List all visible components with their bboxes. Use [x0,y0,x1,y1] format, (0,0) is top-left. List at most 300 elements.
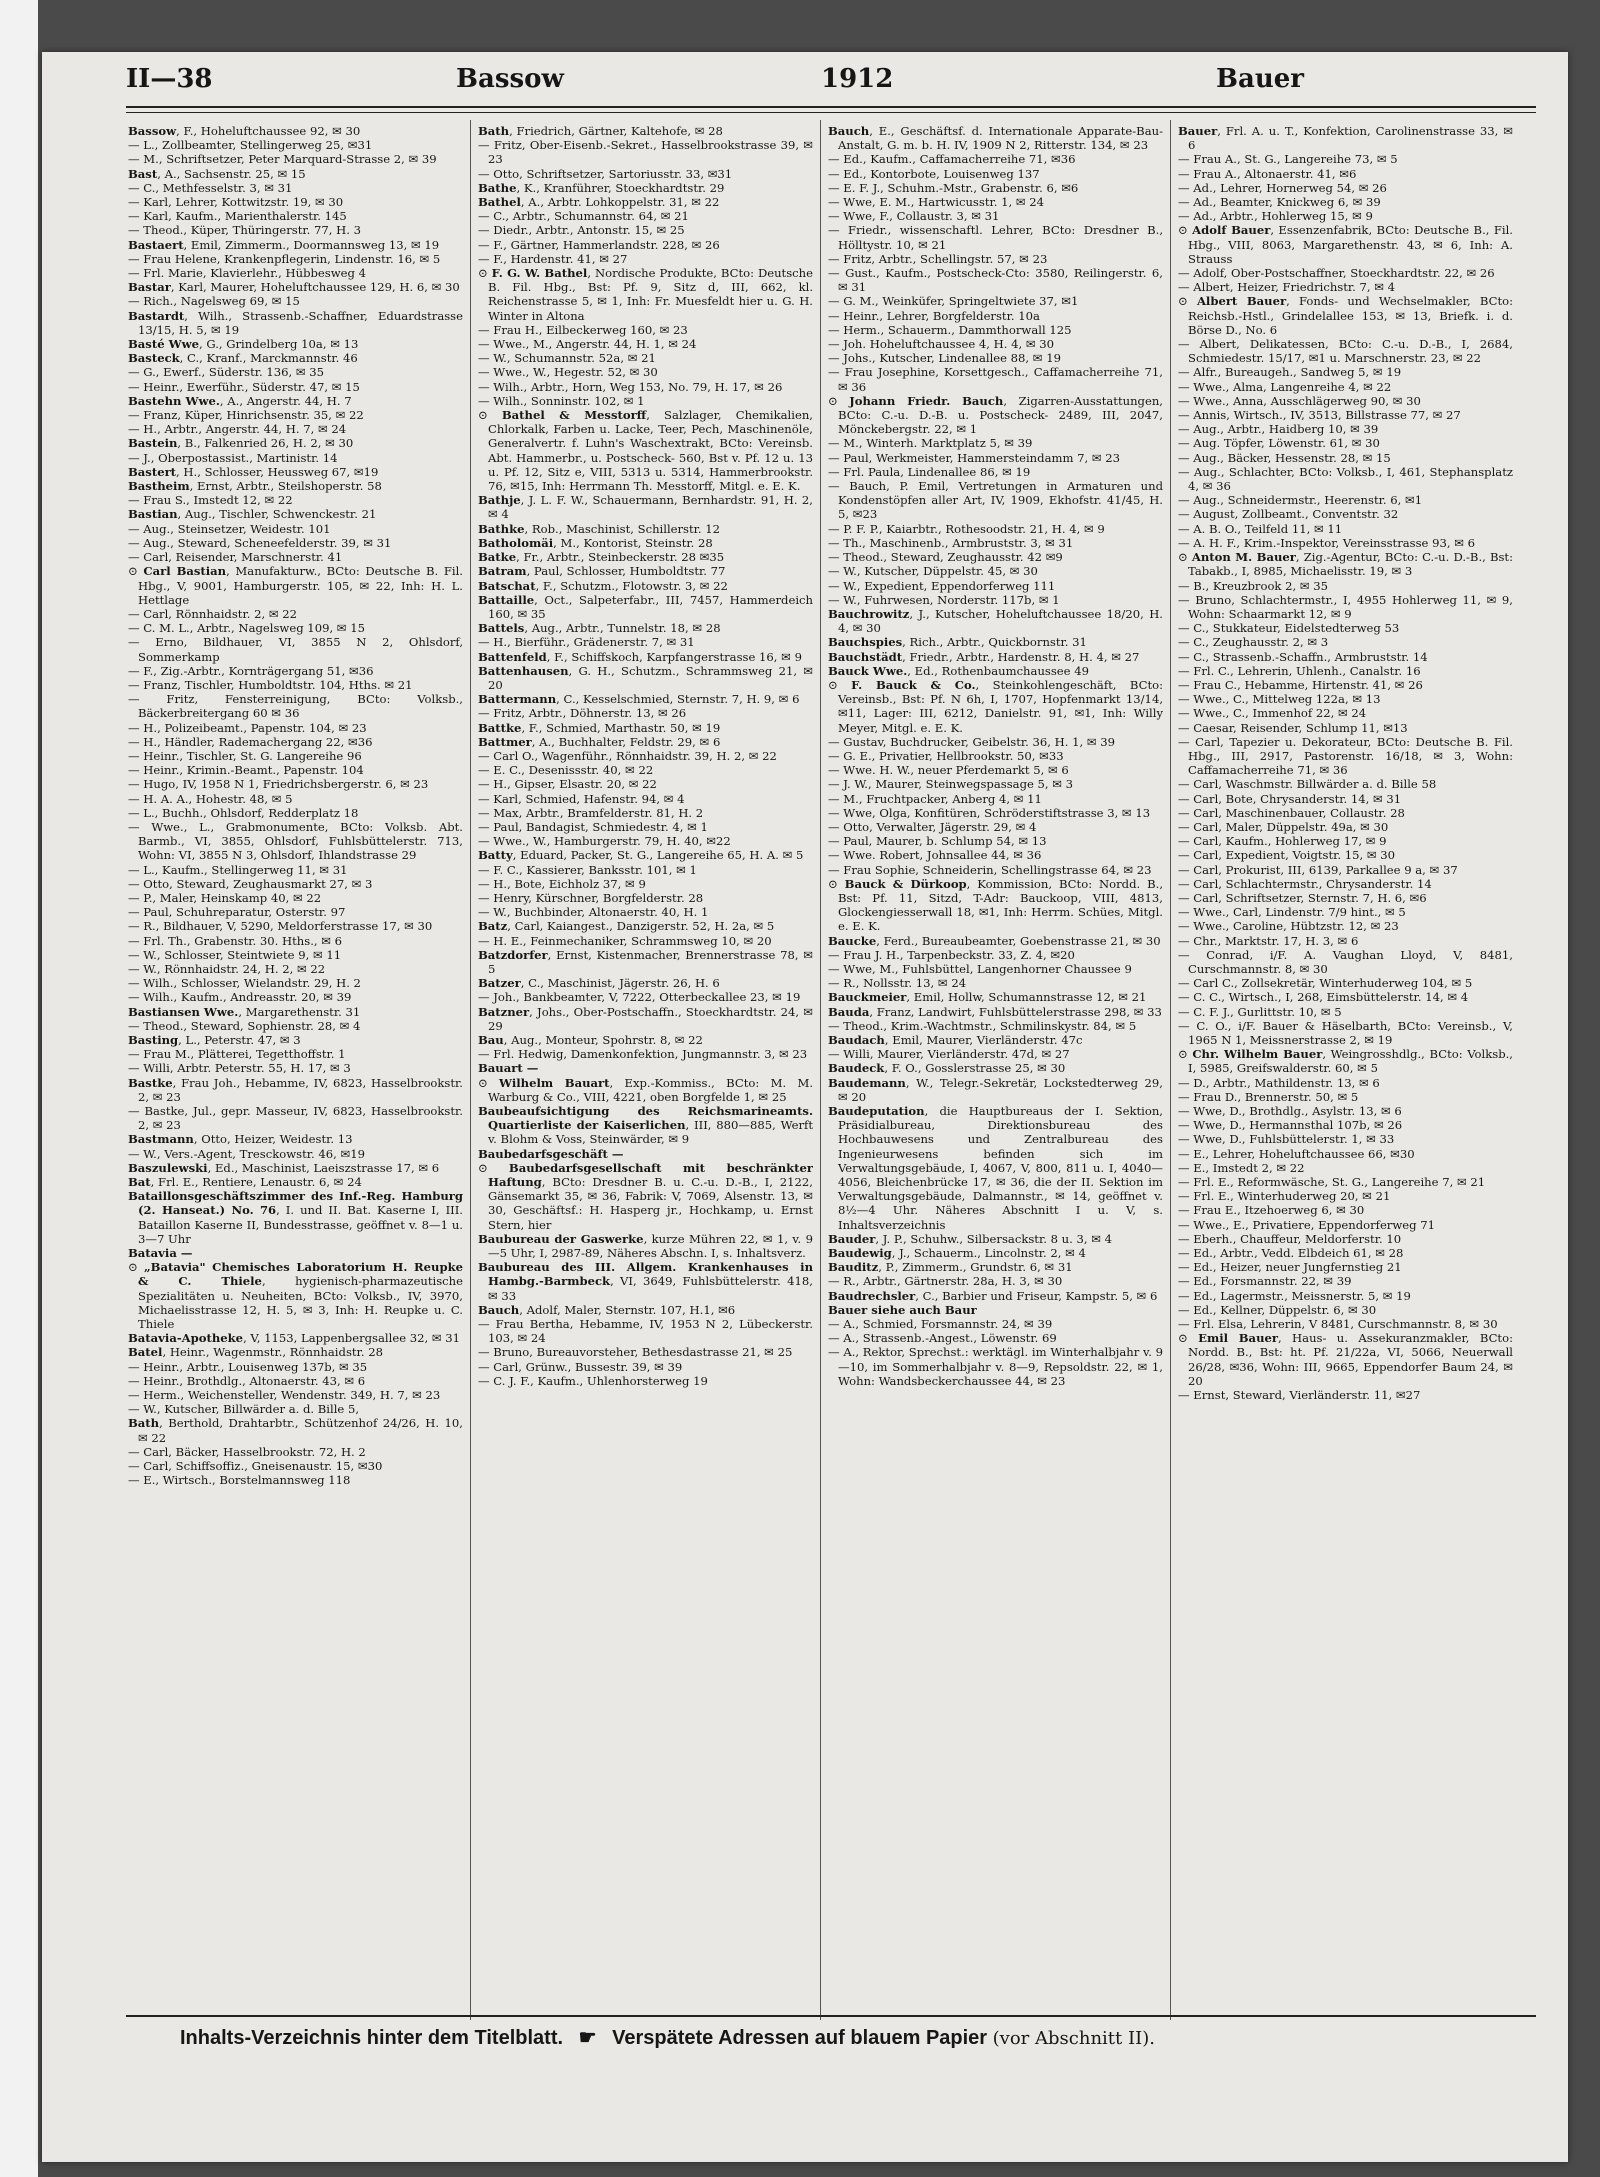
directory-entry: — F., Gärtner, Hammerlandstr. 228, ✉ 26 [478,237,720,252]
directory-entry: — Aug., Arbtr., Haidberg 10, ✉ 39 [1178,422,1379,437]
directory-entry: — Rich., Nagelsweg 69, ✉ 15 [128,294,300,309]
directory-entry: — Wwe., W., Hegestr. 52, ✉ 30 [478,365,658,380]
directory-entry: Baubureau der Gaswerke, kurze Mühren 22, ✉ 1, v. 9—5 Uhr, I, 2987-89, Näheres Abschn. I, s. Inhaltsverz. [478,1231,813,1261]
directory-entry: — Karl, Lehrer, Kottwitzstr. 19, ✉ 30 [128,195,344,210]
directory-entry: — Caesar, Reisender, Schlump 11, ✉13 [1178,720,1408,735]
directory-entry: Bat, Frl. E., Rentiere, Lenaustr. 6, ✉ 24 [128,1175,362,1190]
directory-entry: — Wilh., Kaufm., Andreasstr. 20, ✉ 39 [128,990,352,1005]
header-rule [126,106,1536,108]
directory-entry: — Herm., Weichensteller, Wendenstr. 349, H. 7, ✉ 23 [128,1388,441,1403]
directory-entry: — Frl. E., Winterhuderweg 20, ✉ 21 [1178,1189,1391,1204]
directory-entry: Batty, Eduard, Packer, St. G., Langereihe 65, H. A. ✉ 5 [478,848,804,863]
directory-entry: Bathe, K., Kranführer, Stoeckhardtstr. 29 [478,180,725,195]
directory-entry: — Theod., Küper, Thüringerstr. 77, H. 3 [128,223,362,238]
directory-entry: — Fritz, Fensterreinigung, BCto: Volksb., Bäckerbreitergang 60 ✉ 36 [128,692,463,721]
directory-entry: Baudrechsler, C., Barbier und Friseur, Kampstr. 5, ✉ 6 [828,1288,1158,1303]
directory-entry: — D., Arbtr., Mathildenstr. 13, ✉ 6 [1178,1075,1380,1090]
directory-entry: — Wwe., E., Privatiere, Eppendorferweg 71 [1178,1217,1435,1232]
directory-entry: — Wwe. Robert, Johnsallee 44, ✉ 36 [828,848,1042,863]
directory-entry: — Theod., Krim.-Wachtmstr., Schmilinskystr. 84, ✉ 5 [828,1018,1137,1033]
directory-entry: — Bruno, Schlachtermstr., I, 4955 Hohlerweg 11, ✉ 9, Wohn: Schaarmarkt 12, ✉ 9 [1178,592,1513,621]
directory-entry: — E. C., Desenissstr. 40, ✉ 22 [478,763,654,778]
directory-entry: — Frau Sophie, Schneiderin, Schellingstrasse 64, ✉ 23 [828,862,1152,877]
directory-entry: Bast, A., Sachsenstr. 25, ✉ 15 [128,166,306,181]
directory-entry: — H. A. A., Hohestr. 48, ✉ 5 [128,791,293,806]
directory-entry: — Wwe., L., Grabmonumente, BCto: Volksb. Abt. Barmb., VI, 3855, Ohlsdorf, Fuhlsbüttelerstr. 713, Wohn: VI, 3855 N 3, Ohlsdorf, Ihlandstrasse 29 [128,819,463,863]
directory-entry: — Karl, Schmied, Hafenstr. 94, ✉ 4 [478,791,685,806]
directory-entry: ⊙ Chr. Wilhelm Bauer, Weingrosshdlg., BCto: Volksb., I, 5985, Greifswalderstr. 60, ✉ 5 [1178,1047,1513,1076]
directory-entry: — Frau Josephine, Korsettgesch., Caffamacherreihe 71, ✉ 36 [828,365,1163,394]
directory-entry: — Bauch, P. Emil, Vertretungen in Armaturen und Kondenstöpfen aller Art, IV, 1909, Ekhofstr. 41/45, H. 5, ✉23 [828,479,1163,522]
directory-entry: — Henry, Kürschner, Borgfelderstr. 28 [478,890,704,905]
directory-entry: — P., Maler, Heinskamp 40, ✉ 22 [128,890,322,905]
header-start-name: Bassow [456,64,564,94]
directory-entry: — W., Kutscher, Düppelstr. 45, ✉ 30 [828,564,1038,579]
directory-entry: — A., Strassenb.-Angest., Löwenstr. 69 [828,1331,1057,1346]
footer-index-note: Inhalts-Verzeichnis hinter dem Titelblatt. [180,2027,564,2049]
directory-entry: — Eberh., Chauffeur, Meldorferstr. 10 [1178,1231,1402,1246]
directory-entry: — August, Zollbeamt., Conventstr. 32 [1178,507,1399,522]
directory-entry: Baszulewski, Ed., Maschinist, Laeiszstrasse 17, ✉ 6 [128,1160,440,1175]
directory-entry: — Frau C., Hebamme, Hirtenstr. 41, ✉ 26 [1178,677,1423,692]
directory-entry: — Frau H., Eilbeckerweg 160, ✉ 23 [478,322,688,337]
directory-entry: — B., Kreuzbrook 2, ✉ 35 [1178,578,1329,593]
directory-entry: ⊙ Baubedarfsgesellschaft mit beschränkter Haftung, BCto: Dresdner B. u. C.-u. D.-B., I, 2122, Gänsemarkt 35, ✉ 36, Fabrik: V, 7069, Alsenstr. 13, ✉ 30, Geschäftsf.: H. Hasperg jr., Hochkamp, u. Ernst Stern, hier [478,1160,813,1232]
directory-entry: Baubeaufsichtigung des Reichsmarineamts. Quartierliste der Kaiserlichen, III, 880—885, Werft v. Blohm & Voss, Steinwärder, ✉ 9 [478,1104,813,1147]
directory-entry: — Ernst, Steward, Vierländerstr. 11, ✉27 [1178,1388,1421,1403]
directory-entry: — Bastke, Jul., gepr. Masseur, IV, 6823, Hasselbrookstr. 2, ✉ 23 [128,1104,463,1133]
directory-entry: — C. C., Wirtsch., I, 268, Eimsbüttelerstr. 14, ✉ 4 [1178,990,1469,1005]
directory-entry: — Wwe., Alma, Langenreihe 4, ✉ 22 [1178,379,1392,394]
directory-entry: — A. H. F., Krim.-Inspektor, Vereinsstrasse 93, ✉ 6 [1178,535,1475,550]
directory-entry: — Wwe., M., Angerstr. 44, H. 1, ✉ 24 [478,337,697,352]
directory-entry: — Wwe., Carl, Lindenstr. 7/9 hint., ✉ 5 [1178,905,1406,920]
directory-entry: — Wwe., C., Immenhof 22, ✉ 24 [1178,706,1367,721]
directory-entry: — Carl, Rönnhaidstr. 2, ✉ 22 [128,606,297,621]
column-divider [820,120,821,2020]
directory-entry: Bauch, E., Geschäftsf. d. Internationale Apparate-Bau-Anstalt, G. m. b. H. IV, 1909 N 2, Ritterstr. 134, ✉ 23 [828,124,1163,153]
directory-entry: — Theod., Steward, Sophienstr. 28, ✉ 4 [128,1018,361,1033]
directory-entry: Bastein, B., Falkenried 26, H. 2, ✉ 30 [128,436,354,451]
column-divider [1170,120,1171,2020]
directory-entry: Basting, L., Peterstr. 47, ✉ 3 [128,1033,301,1047]
directory-entry: Bathel, A., Arbtr. Lohkoppelstr. 31, ✉ 22 [478,195,720,210]
directory-entry: — Ed., Kontorbote, Louisenweg 137 [828,166,1040,181]
directory-entry: Bath, Friedrich, Gärtner, Kaltehofe, ✉ 28 [478,124,723,138]
directory-entry: — L., Zollbeamter, Stellingerweg 25, ✉31 [128,138,373,153]
directory-entry: — Wwe, E. M., Hartwicusstr. 1, ✉ 24 [828,195,1045,210]
directory-entry: Battmer, A., Buchhalter, Feldstr. 29, ✉ 6 [478,734,721,749]
directory-entry: — Carl, Kaufm., Hohlerweg 17, ✉ 9 [1178,834,1387,849]
pointing-hand-icon: ☛ [578,2027,597,2049]
directory-entry: — Frl. Marie, Klavierlehr., Hübbesweg 4 [128,266,367,281]
page-footer [180,2025,1480,2050]
directory-entry: ⊙ Bauck & Dürkoop, Kommission, BCto: Nordd. B., Bst: Pf. 11, Sitzd, T-Adr: Bauckoop, VIII, 4813, Glockengiesserwall 18, ✉1, Inh: Herrm. Schües, Mitgl. e. E. K. [828,876,1163,934]
directory-entry: — Gust., Kaufm., Postscheck-Cto: 3580, Reilingerstr. 6, ✉ 31 [828,266,1163,295]
directory-entry: Batz, Carl, Kaiangest., Danzigerstr. 52, H. 2a, ✉ 5 [478,919,775,934]
directory-entry: — Frau M., Plätterei, Tegetthoffstr. 1 [128,1047,346,1062]
directory-entry: Batavia — [128,1246,193,1261]
directory-entry: Bauchspies, Rich., Arbtr., Quickbornstr. 31 [828,635,1087,650]
directory-entry: — Frl. Elsa, Lehrerin, V 8481, Curschmannstr. 8, ✉ 30 [1178,1317,1498,1332]
directory-entry: Bauer, Frl. A. u. T., Konfektion, Carolinenstrasse 33, ✉ 6 [1178,124,1513,153]
directory-entry: — Carl, Tapezier u. Dekorateur, BCto: Deutsche B. Fil. Hbg., III, 2917, Pastorenstr. 16/18, ✉ 3, Wohn: Caffamacherreihe 71, ✉ 36 [1178,734,1513,778]
directory-entry: Batholomäi, M., Kontorist, Steinstr. 28 [478,535,713,550]
directory-entry: — Paul, Bandagist, Schmiedestr. 4, ✉ 1 [478,819,708,834]
directory-entry: — R., Arbtr., Gärtnerstr. 28a, H. 3, ✉ 30 [828,1274,1063,1289]
directory-entry: — H., Händler, Rademachergang 22, ✉36 [128,734,373,749]
directory-entry: — H. E., Feinmechaniker, Schrammsweg 10, ✉ 20 [478,933,772,948]
directory-entry: — Albert, Delikatessen, BCto: C.-u. D.-B., I, 2684, Schmiedestr. 15/17, ✉1 u. Marschnerstr. 23, ✉ 22 [1178,337,1513,366]
directory-entry: — Carl, Bäcker, Hasselbrookstr. 72, H. 2 [128,1444,366,1459]
directory-entry: — M., Schriftsetzer, Peter Marquard-Strasse 2, ✉ 39 [128,152,437,167]
directory-entry: — Ad., Beamter, Knickweg 6, ✉ 39 [1178,195,1381,210]
directory-entry: — Wwe., W., Hamburgerstr. 79, H. 40, ✉22 [478,834,731,849]
directory-entry: Bauchrowitz, J., Kutscher, Hoheluftchaussee 18/20, H. 4, ✉ 30 [828,606,1163,636]
directory-entry: — Paul, Werkmeister, Hammersteindamm 7, ✉ 23 [828,450,1121,465]
directory-entry: Bauch, Adolf, Maler, Sternstr. 107, H.1, ✉6 [478,1302,736,1317]
directory-entry: Batschat, F., Schutzm., Flotowstr. 3, ✉ 22 [478,578,728,593]
directory-entry: — Aug., Steinsetzer, Weidestr. 101 [128,521,331,536]
directory-entry: — Karl, Kaufm., Marienthalerstr. 145 [128,209,347,224]
directory-entry: — Joh., Bankbeamter, V, 7222, Otterbeckallee 23, ✉ 19 [478,990,801,1005]
directory-entry: — G. M., Weinküfer, Springeltwiete 37, ✉1 [828,294,1079,309]
directory-entry: — Frl. Hedwig, Damenkonfektion, Jungmannstr. 3, ✉ 23 [478,1047,808,1062]
directory-entry: — Frl. C., Lehrerin, Uhlenh., Canalstr. 16 [1178,663,1421,678]
directory-entry: Bath, Berthold, Drahtarbtr., Schützenhof 24/26, H. 10, ✉ 22 [128,1416,463,1445]
directory-entry: — Paul, Maurer, b. Schlump 54, ✉ 13 [828,834,1047,849]
directory-entry: — P. F. P., Kaiarbtr., Rothesoodstr. 21, H. 4, ✉ 9 [828,521,1105,536]
directory-entry: — Bruno, Bureauvorsteher, Bethesdastrasse 21, ✉ 25 [478,1345,793,1360]
directory-entry: — W., Vers.-Agent, Tresckowstr. 46, ✉19 [128,1146,365,1161]
directory-entry: ⊙ Wilhelm Bauart, Exp.-Kommiss., BCto: M. M. Warburg & Co., VIII, 4221, oben Borgfelde 1, ✉ 25 [478,1075,813,1104]
footer-rule [126,2015,1536,2017]
directory-entry: — Franz, Küper, Hinrichsenstr. 35, ✉ 22 [128,408,364,423]
directory-entry: — Wwe, D., Hermannsthal 107b, ✉ 26 [1178,1118,1403,1133]
directory-entry: — Frl. Paula, Lindenallee 86, ✉ 19 [828,464,1031,479]
directory-entry: — Carl, Maschinenbauer, Collaustr. 28 [1178,805,1405,820]
column-4 [1178,124,1513,2019]
directory-entry: — Carl, Schlachtermstr., Chrysanderstr. 14 [1178,876,1432,891]
directory-entry: — W., Fuhrwesen, Norderstr. 117b, ✉ 1 [828,592,1060,607]
header-year: 1912 [821,64,894,94]
directory-entry: — L., Buchh., Ohlsdorf, Redderplatz 18 [128,805,359,820]
directory-entry: ⊙ Carl Bastian, Manufakturw., BCto: Deutsche B. Fil. Hbg., V, 9001, Hamburgerstr. 105, ✉ 22, Inh: H. L. Hettlage [128,564,463,607]
directory-entry: — W., Schumannstr. 52a, ✉ 21 [478,351,656,366]
directory-entry: Batram, Paul, Schlosser, Humboldtstr. 77 [478,564,726,579]
directory-entry: — Friedr., wissenschaftl. Lehrer, BCto: Dresdner B., Hölltystr. 10, ✉ 21 [828,223,1163,252]
directory-entry: Baudeck, F. O., Gosslerstrasse 25, ✉ 30 [828,1061,1066,1076]
footer-late-addresses: Verspätete Adressen auf blauem Papier [612,2027,988,2049]
column-3 [828,124,1163,2019]
directory-entry: — H., Bierführ., Grädenerstr. 7, ✉ 31 [478,635,695,650]
directory-entry: Bauchstädt, Friedr., Arbtr., Hardenstr. 8, H. 4, ✉ 27 [828,649,1140,664]
directory-entry: Baubedarfsgeschäft — [478,1146,624,1161]
directory-entry: — Chr., Marktstr. 17, H. 3, ✉ 6 [1178,933,1359,948]
directory-entry: Battermann, C., Kesselschmied, Sternstr. 7, H. 9, ✉ 6 [478,692,800,707]
directory-entry: — Carl, Schriftsetzer, Sternstr. 7, H. 6, ✉6 [1178,890,1427,905]
directory-entry: — W., Buchbinder, Altonaerstr. 40, H. 1 [478,905,709,920]
directory-entry: — Wwe, M., Fuhlsbüttel, Langenhorner Chaussee 9 [828,961,1132,976]
page-number: II—38 [126,64,213,94]
directory-entry: Batzer, C., Maschinist, Jägerstr. 26, H. 6 [478,976,720,991]
directory-entry: — Max, Arbtr., Bramfelderstr. 81, H. 2 [478,805,704,820]
directory-entry: — Aug., Schlachter, BCto: Volksb., I, 461, Stephansplatz 4, ✉ 36 [1178,464,1513,494]
directory-entry: Basteck, C., Kranf., Marckmannstr. 46 [128,351,358,366]
directory-entry: — Herm., Schauerm., Dammthorwall 125 [828,322,1072,337]
directory-entry: — Carl, Bote, Chrysanderstr. 14, ✉ 31 [1178,791,1402,806]
directory-entry: — Wwe, F., Collaustr. 3, ✉ 31 [828,209,1000,224]
directory-entry: — Carl, Grünw., Bussestr. 39, ✉ 39 [478,1359,683,1374]
directory-entry: — C. M. L., Arbtr., Nagelsweg 109, ✉ 15 [128,621,365,636]
directory-entry: ⊙ F. Bauck & Co., Steinkohlengeschäft, BCto: Vereinsb., Bst: Pf. N 6h, I, 1707, Hopfenmarkt 13/14, ✉11, Lager: III, 6212, Danielstr. 91, ✉1, Inh: Willy Meyer, Mitgl. e. E. K. [828,677,1163,735]
directory-entry: — Ad., Lehrer, Hornerweg 54, ✉ 26 [1178,180,1387,195]
directory-entry: — Wwe., C., Mittelweg 122a, ✉ 13 [1178,692,1381,707]
directory-entry: — Heinr., Arbtr., Louisenweg 137b, ✉ 35 [128,1359,368,1374]
directory-entry: Batzner, Johs., Ober-Postschaffn., Stoeckhardtstr. 24, ✉ 29 [478,1004,813,1033]
directory-entry: — E., Lehrer, Hoheluftchaussee 66, ✉30 [1178,1146,1415,1161]
directory-entry: Battaille, Oct., Salpeterfabr., III, 7457, Hammerdeich 160, ✉ 35 [478,592,813,621]
directory-entry: — C. J. F., Kaufm., Uhlenhorsterweg 19 [478,1373,708,1388]
column-divider [470,120,471,2020]
directory-entry: — Frau Helene, Krankenpflegerin, Lindenstr. 16, ✉ 5 [128,251,441,266]
directory-entry: — Frau D., Brennerstr. 50, ✉ 5 [1178,1089,1359,1104]
directory-entry: Bauder, J. P., Schuhw., Silbersackstr. 8 u. 3, ✉ 4 [828,1231,1113,1246]
directory-entry: — Aug., Bäcker, Hessenstr. 28, ✉ 15 [1178,450,1391,465]
directory-entry: — Willi, Arbtr. Peterstr. 55, H. 17, ✉ 3 [128,1061,351,1076]
directory-entry: Bastian, Aug., Tischler, Schwenckestr. 21 [128,507,377,522]
directory-entry: Batel, Heinr., Wagenmstr., Rönnhaidstr. 28 [128,1345,383,1360]
directory-entry: — Albert, Heizer, Friedrichstr. 7, ✉ 4 [1178,280,1396,295]
directory-entry: Bauart — [478,1061,539,1076]
directory-entry: ⊙ Anton M. Bauer, Zig.-Agentur, BCto: C.-u. D.-B., Bst: Tabakb., I, 8985, Michaelisstr. 19, ✉ 3 [1178,550,1513,579]
directory-entry: — Fritz, Arbtr., Schellingstr. 57, ✉ 23 [828,251,1048,266]
directory-entry: — H., Arbtr., Angerstr. 44, H. 7, ✉ 24 [128,422,347,437]
directory-entry: Bastehn Wwe., A., Angerstr. 44, H. 7 [128,393,352,408]
directory-entry: — C., Zeughausstr. 2, ✉ 3 [1178,635,1329,650]
directory-entry: Bataillonsgeschäftszimmer des Inf.-Reg. Hamburg (2. Hanseat.) No. 76, I. und II. Bat. Kaserne I, III. Bataillon Kaserne II, Bundesstrasse, geöffnet v. 8—1 u. 3—7 Uhr [128,1189,463,1246]
directory-entry: — C. F. J., Gurlittstr. 10, ✉ 5 [1178,1004,1342,1019]
directory-entry: — Wilh., Arbtr., Horn, Weg 153, No. 79, H. 17, ✉ 26 [478,379,783,394]
directory-entry: — F., Zig.-Arbtr., Kornträgergang 51, ✉36 [128,663,374,678]
directory-entry: — Frl. Th., Grabenstr. 30. Hths., ✉ 6 [128,933,343,948]
directory-entry: — C. O., i/F. Bauer & Häselbarth, BCto: Vereinsb., V, 1965 N 1, Meissnerstrasse 2, ✉ 19 [1178,1018,1513,1047]
directory-entry: Baucke, Ferd., Bureaubeamter, Goebenstrasse 21, ✉ 30 [828,933,1161,948]
header-end-name: Bauer [1216,64,1304,94]
directory-entry: Battenhausen, G. H., Schutzm., Schrammsweg 21, ✉ 20 [478,663,813,692]
directory-entry: Bauck Wwe., Ed., Rothenbaumchaussee 49 [828,663,1089,678]
directory-entry: — Joh. Hoheluftchaussee 4, H. 4, ✉ 30 [828,337,1055,352]
directory-entry: — A., Rektor, Sprechst.: werktägl. im Winterhalbjahr v. 9—10, im Sommerhalbjahr v. 8—9, Repsoldstr. 22, ✉ 1, Wohn: Wandsbeckerchaussee 44, ✉ 23 [828,1345,1163,1388]
directory-entry: — R., Bildhauer, V, 5290, Meldorferstrasse 17, ✉ 30 [128,919,433,934]
directory-entry: — Ed., Forsmannstr. 22, ✉ 39 [1178,1274,1352,1289]
directory-entry: — C., Methfesselstr. 3, ✉ 31 [128,180,293,195]
directory-entry: Basté Wwe, G., Grindelberg 10a, ✉ 13 [128,337,359,352]
directory-entry: — A. B. O., Teilfeld 11, ✉ 11 [1178,521,1343,536]
directory-entry: — Wwe., Caroline, Hübtzstr. 12, ✉ 23 [1178,919,1399,934]
directory-entry: — W., Schlosser, Steintwiete 9, ✉ 11 [128,947,342,962]
directory-entry: — Heinr., Krimin.-Beamt., Papenstr. 104 [128,763,364,778]
directory-entry: — Wilh., Sonninstr. 102, ✉ 1 [478,393,645,408]
directory-entry: — Theod., Steward, Zeughausstr. 42 ✉9 [828,550,1063,565]
directory-entry: — Heinr., Lehrer, Borgfelderstr. 10a [828,308,1040,323]
directory-entry: — W., Expedient, Eppendorferweg 111 [828,578,1056,593]
directory-entry: Bastiansen Wwe., Margarethenstr. 31 [128,1004,361,1019]
directory-entry: — Heinr., Ewerführ., Süderstr. 47, ✉ 15 [128,379,360,394]
directory-entry: Baudach, Emil, Maurer, Vierländerstr. 47c [828,1033,1083,1047]
directory-entry: — W., Kutscher, Billwärder a. d. Bille 5, [128,1402,360,1417]
directory-entry: ⊙ Adolf Bauer, Essenzenfabrik, BCto: Deutsche B., Fil. Hbg., VIII, 8063, Margarethenstr. 43, ✉ 6, Inh: A. Strauss [1178,223,1513,266]
directory-entry: Bastheim, Ernst, Arbtr., Steilshoperstr. 58 [128,479,382,494]
directory-entry: — Willi, Maurer, Vierländerstr. 47d, ✉ 27 [828,1047,1070,1062]
directory-entry: — Otto, Schriftsetzer, Sartoriusstr. 33, ✉31 [478,166,733,181]
directory-entry: ⊙ Albert Bauer, Fonds- und Wechselmakler, BCto: Reichsb.-Hstl., Grindelallee 153, ✉ 13, Briefk. i. d. Börse D., No. 6 [1178,294,1513,337]
directory-entry: — Frl. E., Reformwäsche, St. G., Langereihe 7, ✉ 21 [1178,1175,1486,1190]
directory-entry: — Otto, Steward, Zeughausmarkt 27, ✉ 3 [128,876,373,891]
directory-entry: Bauer siehe auch Baur [828,1302,977,1317]
directory-entry: — Ed., Lagermstr., Meissnerstr. 5, ✉ 19 [1178,1288,1411,1303]
directory-entry: — A., Schmied, Forsmannstr. 24, ✉ 39 [828,1317,1053,1332]
directory-entry: — E., Imstedt 2, ✉ 22 [1178,1160,1305,1175]
directory-entry: — Carl, Schiffsoffiz., Gneisenaustr. 15, ✉30 [128,1459,383,1474]
directory-entry: — Alfr., Bureaugeh., Sandweg 5, ✉ 19 [1178,365,1402,380]
directory-entry: Baudewig, J., Schauerm., Lincolnstr. 2, ✉ 4 [828,1246,1086,1261]
directory-entry: Batzdorfer, Ernst, Kistenmacher, Brennerstrasse 78, ✉ 5 [478,947,813,976]
directory-entry: — R., Nollsstr. 13, ✉ 24 [828,976,967,991]
directory-entry: — H., Bote, Eichholz 37, ✉ 9 [478,876,646,891]
column-1 [128,124,463,2019]
directory-entry: — Aug., Schneidermstr., Heerenstr. 6, ✉1 [1178,493,1423,508]
directory-entry: — C., Stukkateur, Eidelstedterweg 53 [1178,621,1400,636]
directory-entry: — Wwe., Anna, Ausschlägerweg 90, ✉ 30 [1178,393,1421,408]
directory-entry: — Carl O., Wagenführ., Rönnhaidstr. 39, H. 2, ✉ 22 [478,748,777,763]
directory-entry: — Aug., Steward, Scheneefelderstr. 39, ✉ 31 [128,535,392,550]
directory-entry: — Wwe, D., Fuhlsbüttelerstr. 1, ✉ 33 [1178,1132,1395,1147]
directory-entry: Battels, Aug., Arbtr., Tunnelstr. 18, ✉ 28 [478,621,721,636]
directory-entry: ⊙ Bathel & Messtorff, Salzlager, Chemikalien, Chlorkalk, Farben u. Lacke, Teer, Pech, Maschinenöle, Generalvertr. f. Luhn's Waschextrakt, BCto: Vereinsb. Abt. Hammerbr., u. Postscheck- 560, Bst v. Pf. 12 u. 13 u. Pf. 12, Sitz e, VIII, 5313 u. 5314, Hammerbrookstr. 76, ✉15, Inh: Herrmann Th. Messtorff, Mitgl. e. E. K. [478,408,813,494]
directory-entry: — G., Ewerf., Süderstr. 136, ✉ 35 [128,365,325,380]
directory-entry: — Frau E., Itzehoerweg 6, ✉ 30 [1178,1203,1365,1218]
directory-entry: — Ed., Kellner, Düppelstr. 6, ✉ 30 [1178,1302,1377,1317]
directory-entry: — L., Kaufm., Stellingerweg 11, ✉ 31 [128,862,348,877]
directory-entry: — Conrad, i/F. A. Vaughan Lloyd, V, 8481, Curschmannstr. 8, ✉ 30 [1178,947,1513,976]
column-2 [478,124,813,2019]
directory-entry: Battke, F., Schmied, Marthastr. 50, ✉ 19 [478,720,721,735]
directory-entry: — Otto, Verwalter, Jägerstr. 29, ✉ 4 [828,819,1037,834]
directory-entry: — Frau Bertha, Hebamme, IV, 1953 N 2, Lübeckerstr. 103, ✉ 24 [478,1317,813,1346]
directory-entry: Batke, Fr., Arbtr., Steinbeckerstr. 28 ✉35 [478,550,725,565]
directory-entry: — W., Rönnhaidstr. 24, H. 2, ✉ 22 [128,961,326,976]
directory-entry: Bastmann, Otto, Heizer, Weidestr. 13 [128,1132,353,1147]
scan-sidebar [0,0,38,2177]
directory-entry: — F. C., Kassierer, Banksstr. 101, ✉ 1 [478,862,697,877]
directory-entry: — Erno, Bildhauer, VI, 3855 N 2, Ohlsdorf, Sommerkamp [128,635,463,664]
directory-entry: — Carl, Maler, Düppelstr. 49a, ✉ 30 [1178,819,1389,834]
directory-entry: Bau, Aug., Monteur, Spohrstr. 8, ✉ 22 [478,1033,703,1047]
directory-entry: — Th., Maschinenb., Armbruststr. 3, ✉ 31 [828,535,1074,550]
directory-entry: — Wwe, D., Brothdlg., Asylstr. 13, ✉ 6 [1178,1104,1402,1119]
directory-entry: — Carl, Expedient, Voigtstr. 15, ✉ 30 [1178,848,1396,863]
directory-entry: — Hugo, IV, 1958 N 1, Friedrichsbergerstr. 6, ✉ 23 [128,777,429,792]
directory-entry: — Ed., Heizer, neuer Jungfernstieg 21 [1178,1260,1402,1275]
directory-entry: — Johs., Kutscher, Lindenallee 88, ✉ 19 [828,351,1061,366]
directory-entry: — Ad., Arbtr., Hohlerweg 15, ✉ 9 [1178,209,1373,224]
directory-entry: — Wilh., Schlosser, Wielandstr. 29, H. 2 [128,976,361,991]
directory-entry: Baudeputation, die Hauptbureaus der I. Sektion, Präsidialbureau, Direktionsbureau des Hochbauwesens und Zentralbureau des Ingenieurwesens befinden sich im Verwaltungsgebäude, I, 4067, V, 800, 811 u. I, 4040—4056, Bleichenbrücke 17, ✉ 36, die der II. Sektion im Verwaltungsgebäude, Dalmannstr., ✉ 14, geöffnet v. 8½—4 Uhr. Näheres Abschnitt I u. V, s. Inhaltsverzeichnis [828,1104,1163,1232]
directory-entry: Baubureau des III. Allgem. Krankenhauses in Hambg.-Barmbeck, VI, 3649, Fuhlsbüttelerstr. 418, ✉ 33 [478,1260,813,1303]
directory-entry: Batavia-Apotheke, V, 1153, Lappenbergsallee 32, ✉ 31 [128,1331,461,1346]
directory-entry: Bauditz, P., Zimmerm., Grundstr. 6, ✉ 31 [828,1260,1073,1275]
directory-entry: Bastar, Karl, Maurer, Hoheluftchaussee 129, H. 6, ✉ 30 [128,280,460,295]
directory-entry: Bastaert, Emil, Zimmerm., Doormannsweg 13, ✉ 19 [128,237,440,252]
directory-entry: — Fritz, Ober-Eisenb.-Sekret., Hasselbrookstrasse 39, ✉ 23 [478,138,813,167]
directory-entry: — C., Arbtr., Schumannstr. 64, ✉ 21 [478,209,689,224]
directory-entry: — Ed., Kaufm., Caffamacherreihe 71, ✉36 [828,152,1076,167]
directory-entry: ⊙ Johann Friedr. Bauch, Zigarren-Ausstattungen, BCto: C.-u. D.-B. u. Postscheck- 2489, III, 2047, Mönckebergstr. 22, ✉ 1 [828,393,1163,437]
directory-entry: — Carl, Prokurist, III, 6139, Parkallee 9 a, ✉ 37 [1178,862,1458,877]
directory-entry: — Adolf, Ober-Postschaffner, Stoeckhardtstr. 22, ✉ 26 [1178,266,1495,281]
directory-entry: Bastert, H., Schlosser, Heussweg 67, ✉19 [128,464,379,479]
directory-entry: — Frau A., St. G., Langereihe 73, ✉ 5 [1178,152,1398,167]
directory-entry: Bastardt, Wilh., Strassenb.-Schaffner, Eduardstrasse 13/15, H. 5, ✉ 19 [128,308,463,337]
directory-entry: ⊙ „Batavia" Chemisches Laboratorium H. Reupke & C. Thiele, hygienisch-pharmazeutische Spezialitäten u. Neuheiten, BCto: Volksb., IV, 3970, Michaelisstrasse 12, H. 5, ✉ 3, Inh: H. Reupke u. C. Thiele [128,1260,463,1332]
page-header [126,58,1536,100]
directory-entry: — E., Wirtsch., Borstelmannsweg 118 [128,1473,351,1488]
directory-entry: — Heinr., Brothdlg., Altonaerstr. 43, ✉ 6 [128,1373,366,1388]
directory-entry: — Annis, Wirtsch., IV, 3513, Billstrasse 77, ✉ 27 [1178,408,1461,423]
directory-entry: — M., Winterh. Marktplatz 5, ✉ 39 [828,436,1033,451]
footer-section-note: (vor Abschnitt II). [992,2028,1155,2049]
directory-entry: Bauda, Franz, Landwirt, Fuhlsbüttelerstrasse 298, ✉ 33 [828,1004,1162,1019]
directory-entry: — G. E., Privatier, Hellbrookstr. 50, ✉33 [828,748,1064,763]
directory-entry: — Paul, Schuhreparatur, Osterstr. 97 [128,905,346,920]
directory-entry: Battenfeld, F., Schiffskoch, Karpfangerstrasse 16, ✉ 9 [478,649,802,664]
directory-entry: — Wwe, Olga, Konfitüren, Schröderstiftstrasse 3, ✉ 13 [828,805,1151,820]
directory-entry: — Frau S., Imstedt 12, ✉ 22 [128,493,293,508]
directory-entry: — Aug. Töpfer, Löwenstr. 61, ✉ 30 [1178,436,1380,451]
directory-entry: — Franz, Tischler, Humboldtstr. 104, Hths. ✉ 21 [128,677,413,692]
directory-entry: — Gustav, Buchdrucker, Geibelstr. 36, H. 1, ✉ 39 [828,734,1116,749]
directory-entry: — Diedr., Arbtr., Antonstr. 15, ✉ 25 [478,223,685,238]
directory-entry: Baudemann, W., Telegr.-Sekretär, Lockstedterweg 29, ✉ 20 [828,1075,1163,1104]
directory-entry: Bassow, F., Hoheluftchaussee 92, ✉ 30 [128,124,361,138]
directory-entry: — Ed., Arbtr., Vedd. Elbdeich 61, ✉ 28 [1178,1246,1404,1261]
directory-entry: — Carl, Reisender, Marschnerstr. 41 [128,550,343,565]
directory-entry: — H., Polizeibeamt., Papenstr. 104, ✉ 23 [128,720,367,735]
directory-entry: — Fritz, Arbtr., Döhnerstr. 13, ✉ 26 [478,706,687,721]
directory-entry: — Frau A., Altonaerstr. 41, ✉6 [1178,166,1357,181]
directory-entry: ⊙ Emil Bauer, Haus- u. Assekuranzmakler, BCto: Nordd. B., Bst: ht. Pf. 21/22a, VI, 5066, Neuerwall 26/28, ✉36, Wohn: III, 9665, Eppendorfer Baum 24, ✉ 20 [1178,1331,1513,1388]
directory-entry: — Heinr., Tischler, St. G. Langereihe 96 [128,748,362,763]
directory-entry: — J. W., Maurer, Steinwegspassage 5, ✉ 3 [828,777,1074,792]
directory-entry: — M., Fruchtpacker, Anberg 4, ✉ 11 [828,791,1042,806]
directory-entry: — H., Gipser, Elsastr. 20, ✉ 22 [478,777,657,792]
directory-entry: ⊙ F. G. W. Bathel, Nordische Produkte, BCto: Deutsche B. Fil. Hbg., Bst: Pf. 9, Sitz d, III, 662, kl. Reichenstrasse 5, ✉ 1, Inh: Fr. Muesfeldt hier u. G. H. Winter in Altona [478,266,813,323]
directory-entry: — E. F. J., Schuhm.-Mstr., Grabenstr. 6, ✉6 [828,180,1079,195]
directory-entry: — C., Strassenb.-Schaffn., Armbruststr. 14 [1178,649,1428,664]
directory-entry: Bathke, Rob., Maschinist, Schillerstr. 12 [478,521,721,536]
directory-entry: Bathje, J. L. F. W., Schauermann, Bernhardstr. 91, H. 2, ✉ 4 [478,493,813,522]
directory-entry: — Carl C., Zollsekretär, Winterhuderweg 104, ✉ 5 [1178,976,1473,991]
directory-entry: — J., Oberpostassist., Martinistr. 14 [128,450,338,465]
header-rule-thin [126,112,1536,113]
directory-entry: Bauckmeier, Emil, Hollw, Schumannstrasse 12, ✉ 21 [828,990,1147,1005]
directory-entry: — F., Hardenstr. 41, ✉ 27 [478,251,628,266]
directory-entry: Bastke, Frau Joh., Hebamme, IV, 6823, Hasselbrookstr. 2, ✉ 23 [128,1075,463,1104]
directory-entry: — Wwe. H. W., neuer Pferdemarkt 5, ✉ 6 [828,763,1069,778]
directory-entry: — Carl, Waschmstr. Billwärder a. d. Bille 58 [1178,777,1437,792]
directory-entry: — Frau J. H., Tarpenbeckstr. 33, Z. 4, ✉20 [828,947,1075,962]
